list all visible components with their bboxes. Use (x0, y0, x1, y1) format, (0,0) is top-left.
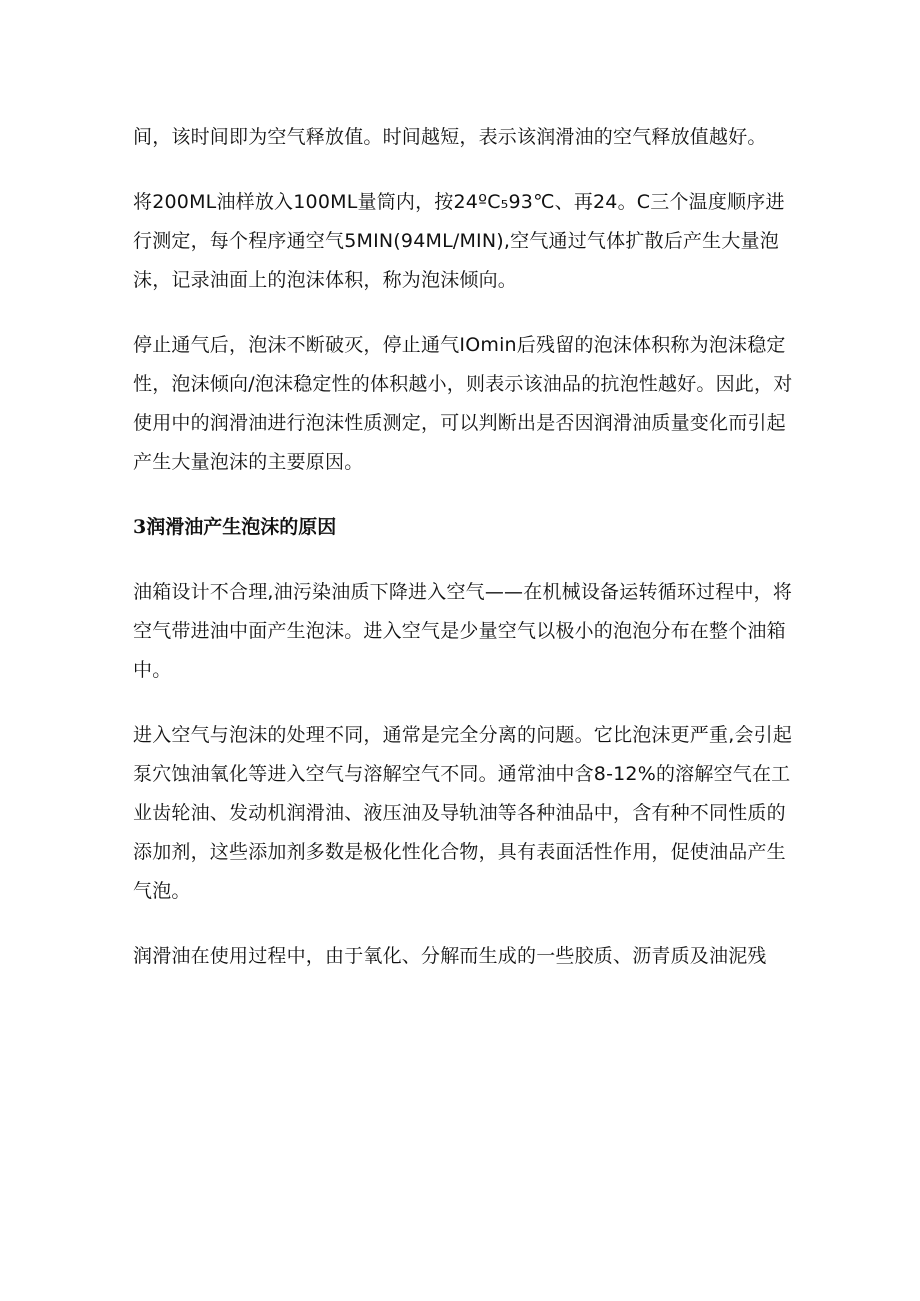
paragraph-foam-test-procedure: 将200ML油样放入100ML量筒内，按24ºC₅93℃、再24。C三个温度顺序进行测定，每个程序通空气5MIN(94ML/MIN),空气通过气体扩散后产生大量泡沫，记录油面上的泡沫体积，称为泡沫倾向。 (133, 191, 785, 291)
paragraph-oxidation-residue: 润滑油在使用过程中，由于氧化、分解而生成的一些胶质、沥青质及油泥残 (133, 945, 767, 967)
paragraph-foam-stability: 停止通气后，泡沫不断破灭，停止通气IOmin后残留的泡沫体积称为泡沫稳定性，泡沫倾向/泡沫稳定性的体积越小，则表示该油品的抗泡性越好。因此，对使用中的润滑油进行泡沫性质测定，可以判断出是否因润滑油质量变化而引起产生大量泡沫的主要原因。 (133, 334, 793, 473)
paragraph-air-release-conclusion: 间，该时间即为空气释放值。时间越短，表示该润滑油的空气释放值越好。 (133, 126, 767, 148)
paragraph-tank-design: 油箱设计不合理,油污染油质下降进入空气——在机械设备运转循环过程中，将空气带进油中面产生泡沫。进入空气是少量空气以极小的泡泡分布在整个油箱中。 (133, 581, 793, 681)
section-heading: 3润滑油产生泡沫的原因 (133, 516, 337, 538)
document-body (133, 118, 803, 976)
paragraph-entrained-air: 进入空气与泡沫的处理不同，通常是完全分离的问题。它比泡沫更严重,会引起泵穴蚀油氧化等进入空气与溶解空气不同。通常油中含8-12%的溶解空气在工业齿轮油、发动机润滑油、液压油及导轨油等各种油品中，含有种不同性质的添加剂，这些添加剂多数是极化性化合物，具有表面活性作用，促使油品产生气泡。 (133, 724, 793, 902)
